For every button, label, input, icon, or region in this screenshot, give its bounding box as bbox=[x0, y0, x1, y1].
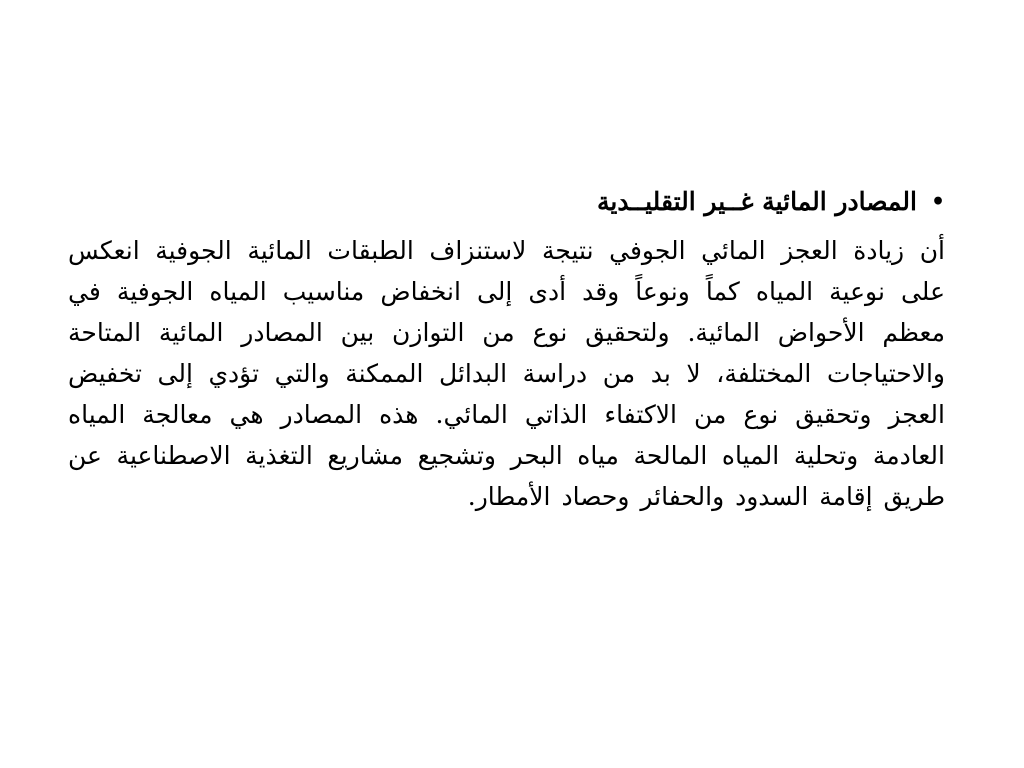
body-paragraph-container bbox=[50, 230, 945, 517]
section-heading: المصادر المائية غــير التقليــدية bbox=[597, 187, 917, 216]
bullet-icon: • bbox=[930, 189, 945, 215]
heading-line bbox=[50, 178, 945, 226]
body-paragraph: أن زيادة العجز المائي الجوفي نتيجة لاستنزاف الطبقات المائية الجوفية انعكس على نوعية المياه كماً ونوعاً وقد أدى إلى انخفاض مناسيب المياه الجوفية في معظم الأحواض المائية. ولتحقيق نوع من التوازن بين المصادر المائية المتاحة والاحتياجات المختلفة، لا بد من دراسة البدائل الممكنة والتي تؤدي إلى تخفيض العجز وتحقيق نوع من الاكتفاء الذاتي المائي. هذه المصادر هي معالجة المياه العادمة وتحلية المياه المالحة مياه البحر وتشجيع مشاريع التغذية الاصطناعية عن طريق إقامة السدود والحفائر وحصاد الأمطار. bbox=[68, 236, 945, 511]
slide-content bbox=[50, 178, 945, 517]
